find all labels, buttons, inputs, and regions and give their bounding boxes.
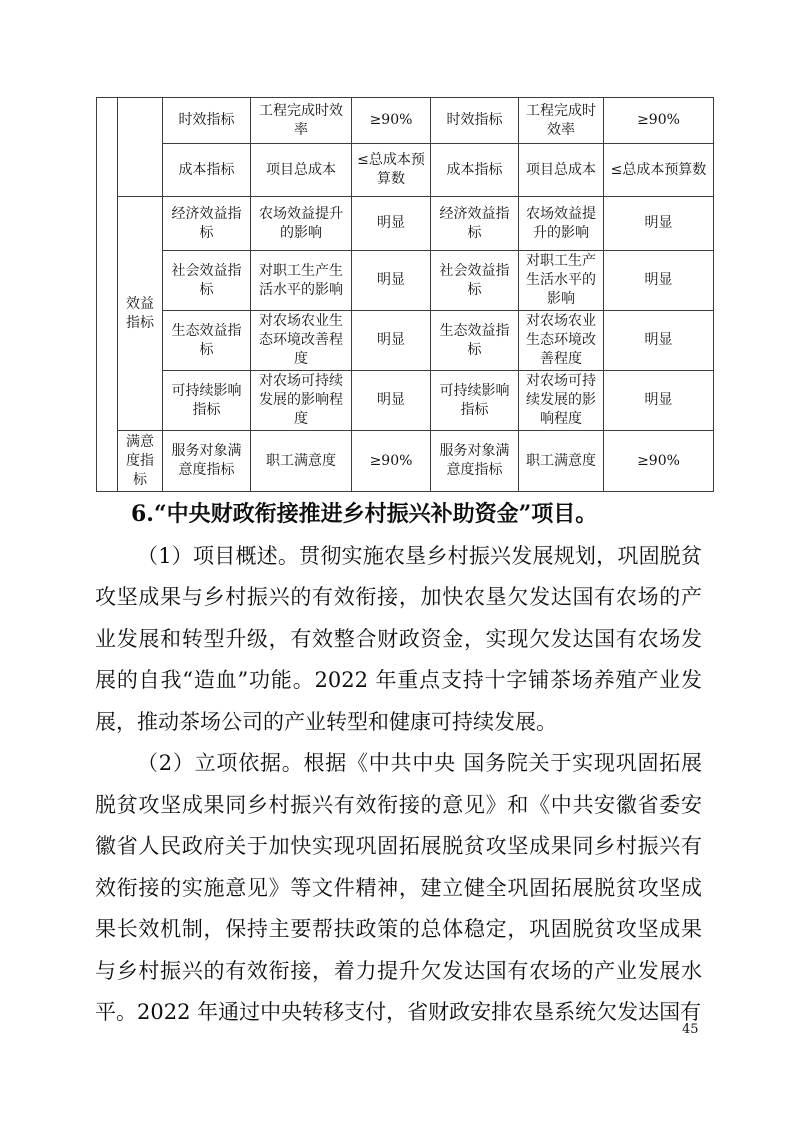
table-cell-content: 对农场农业生态环境改善程度 (251, 311, 352, 371)
body-text (95, 494, 702, 1034)
table-cell-target: ≥90% (352, 431, 431, 492)
table-cell-content: 职工满意度 (519, 431, 604, 492)
table-cell-target: 明显 (604, 251, 714, 311)
table-cell-content: 项目总成本 (519, 144, 604, 197)
table-cell-indicator: 生态效益指标 (431, 311, 519, 371)
table-row (97, 98, 714, 144)
table-cell-target: 明显 (352, 197, 431, 251)
table-cell-indicator: 经济效益指标 (163, 197, 251, 251)
table-cell-target: 明显 (604, 371, 714, 431)
table-cell-group-benefit: 效益指标 (118, 197, 163, 431)
table-cell-indicator: 时效指标 (431, 98, 519, 144)
table-cell-indicator: 可持续影响指标 (431, 371, 519, 431)
table-cell-target: ≤总成本预算数 (604, 144, 714, 197)
table-cell-target: 明显 (352, 371, 431, 431)
table-cell-content: 对农场可持续发展的影响程度 (251, 371, 352, 431)
paragraph-project-overview: （1）项目概述。贯彻实施农垦乡村振兴发展规划，巩固脱贫攻坚成果与乡村振兴的有效衔接，加快农垦欠发达国有农场的产业发展和转型升级，有效整合财政资金，实现欠发达国有农场发展的自我“造血”功能。2022 年重点支持十字铺茶场养殖产业发展，推动茶场公司的产业转型和健康可持续发展。 (95, 543, 702, 734)
table-row (97, 311, 714, 371)
table-cell-content: 对农场可持续发展的影响程度 (519, 371, 604, 431)
table-cell-target: 明显 (352, 311, 431, 371)
page-number: 45 (682, 1022, 699, 1037)
table-row (97, 197, 714, 251)
table-cell-target: ≥90% (352, 98, 431, 144)
table-cell-target: ≥90% (604, 431, 714, 492)
table-cell-content: 农场效益提升的影响 (519, 197, 604, 251)
table-row (97, 371, 714, 431)
table-cell-content: 对农场农业生态环境改善程度 (519, 311, 604, 371)
table-cell-target: ≥90% (604, 98, 714, 144)
table-cell-target: 明显 (604, 311, 714, 371)
table-row (97, 144, 714, 197)
table-cell-indicator: 可持续影响指标 (163, 371, 251, 431)
table-cell-target: 明显 (604, 197, 714, 251)
table-cell-continuation-left (97, 98, 118, 492)
table-row (97, 251, 714, 311)
table-cell-group-satisfaction: 满意度指标 (118, 431, 163, 492)
paragraph-project-basis: （2）立项依据。根据《中共中央 国务院关于实现巩固拓展脱贫攻坚成果同乡村振兴有效衔接的意见》和《中共安徽省委安徽省人民政府关于加快实现巩固拓展脱贫攻坚成果同乡村振兴有效衔接的实施意见》等文件精神，建立健全巩固拓展脱贫攻坚成果长效机制，保持主要帮扶政策的总体稳定，巩固脱贫攻坚成果与乡村振兴的有效衔接，着力提升欠发达国有农场的产业发展水平。2022 年通过中央转移支付，省财政安排农垦系统欠发达国有 (95, 751, 702, 1024)
table-cell-content: 职工满意度 (251, 431, 352, 492)
table-cell-indicator: 经济效益指标 (431, 197, 519, 251)
performance-indicator-table (96, 97, 714, 492)
table-cell-content: 工程完成时效率 (251, 98, 352, 144)
table-cell-content: 农场效益提升的影响 (251, 197, 352, 251)
table-cell-target: 明显 (352, 251, 431, 311)
table-cell-indicator: 社会效益指标 (431, 251, 519, 311)
table-cell-content: 工程完成时效率 (519, 98, 604, 144)
table-cell-indicator: 时效指标 (163, 98, 251, 144)
table-cell-indicator: 服务对象满意度指标 (431, 431, 519, 492)
table-cell-content: 项目总成本 (251, 144, 352, 197)
table-cell-indicator: 服务对象满意度指标 (163, 431, 251, 492)
table-cell-indicator: 社会效益指标 (163, 251, 251, 311)
table-cell-content: 对职工生产生活水平的影响 (519, 251, 604, 311)
table-cell-indicator: 生态效益指标 (163, 311, 251, 371)
table-cell-indicator: 成本指标 (431, 144, 519, 197)
table-cell-content: 对职工生产生活水平的影响 (251, 251, 352, 311)
section-heading: 6.“中央财政衔接推进乡村振兴补助资金”项目。 (131, 501, 598, 527)
table-cell-target: ≤总成本预算数 (352, 144, 431, 197)
table-cell-group-blank (118, 98, 163, 197)
table-cell-indicator: 成本指标 (163, 144, 251, 197)
table-row (97, 431, 714, 492)
